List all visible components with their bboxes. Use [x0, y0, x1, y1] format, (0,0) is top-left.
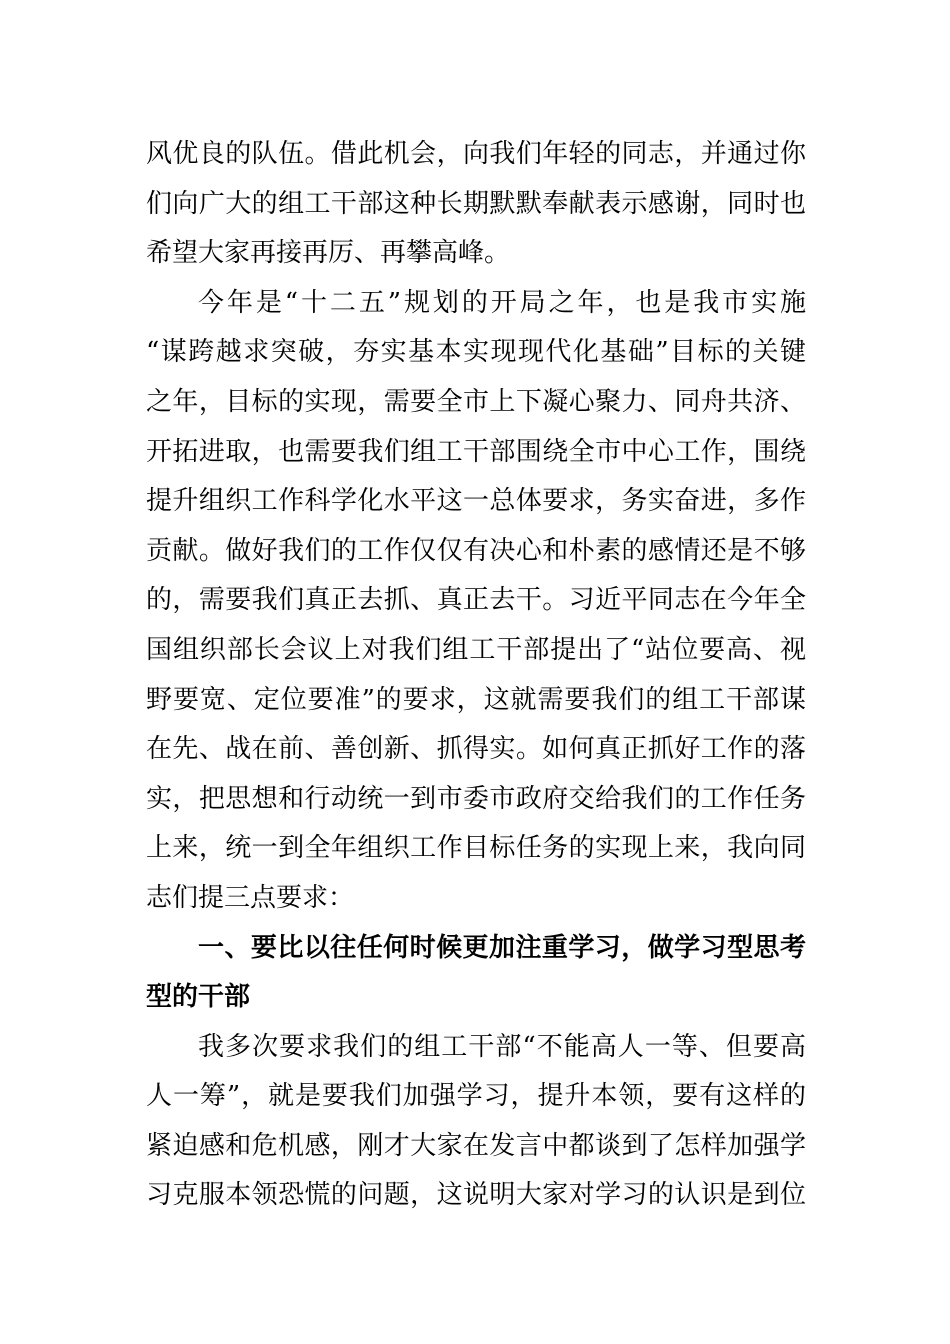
section-heading: 型的干部 — [146, 982, 251, 1013]
text-line: “谋跨越求突破，夯实基本实现现代化基础”目标的关键 — [146, 337, 806, 368]
text-line: 提升组织工作科学化水平这一总体要求，务实奋进，多作 — [146, 486, 806, 517]
text-line: 野要宽、定位要准”的要求，这就需要我们的组工干部谋 — [146, 684, 806, 715]
text-line: 习克服本领恐慌的问题，这说明大家对学习的认识是到位 — [146, 1180, 806, 1211]
text-line: 国组织部长会议上对我们组工干部提出了“站位要高、视 — [146, 634, 806, 665]
text-line: 紧迫感和危机感，刚才大家在发言中都谈到了怎样加强学 — [146, 1130, 806, 1161]
text-line: 希望大家再接再厉、再攀高峰。 — [146, 238, 511, 269]
text-line: 人一筹”，就是要我们加强学习，提升本领，要有这样的 — [146, 1081, 806, 1112]
text-line: 之年，目标的实现，需要全市上下凝心聚力、同舟共济、 — [146, 386, 806, 417]
text-line: 在先、战在前、善创新、抓得实。如何真正抓好工作的落 — [146, 734, 806, 765]
text-line: 志们提三点要求： — [146, 882, 355, 913]
text-line: 风优良的队伍。借此机会，向我们年轻的同志，并通过你 — [146, 139, 806, 169]
section-heading: 一、要比以往任何时候更加注重学习，做学习型思考 — [198, 932, 806, 963]
text-line: 贡献。做好我们的工作仅仅有决心和朴素的感情还是不够 — [146, 535, 806, 566]
document-page — [146, 130, 806, 1221]
text-line: 们向广大的组工干部这种长期默默奉献表示感谢，同时也 — [146, 188, 806, 219]
text-line: 上来，统一到全年组织工作目标任务的实现上来，我向同 — [146, 833, 806, 864]
text-line: 我多次要求我们的组工干部“不能高人一等、但要高 — [198, 1031, 806, 1062]
text-line: 实，把思想和行动统一到市委市政府交给我们的工作任务 — [146, 783, 806, 814]
text-line: 今年是“十二五”规划的开局之年，也是我市实施 — [198, 287, 806, 318]
text-line: 的，需要我们真正去抓、真正去干。习近平同志在今年全 — [146, 585, 806, 616]
text-line: 开拓进取，也需要我们组工干部围绕全市中心工作，围绕 — [146, 436, 806, 467]
